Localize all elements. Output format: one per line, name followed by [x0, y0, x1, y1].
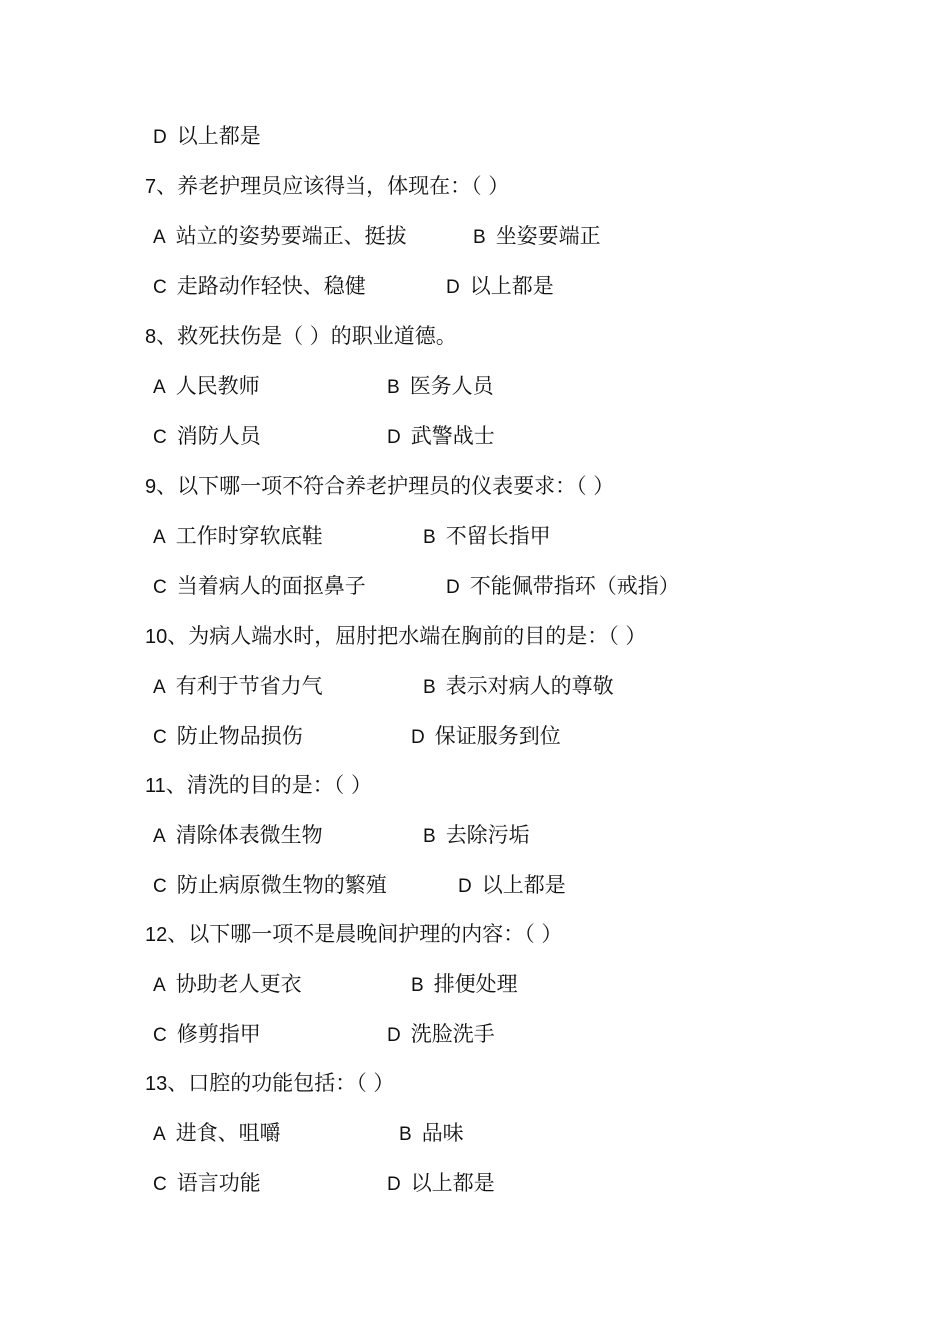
option-letter: B [423, 677, 436, 698]
question-number: 13 [145, 1073, 168, 1095]
question-text: 、以下哪一项不是晨晚间护理的内容：（ ） [167, 922, 563, 946]
question-number: 9 [145, 476, 157, 498]
option-a [153, 1108, 281, 1160]
option-text: 去除污垢 [445, 823, 530, 847]
option-text: 以上都是 [410, 1171, 495, 1195]
option-letter: B [423, 527, 436, 548]
option-letter: A [153, 377, 166, 398]
option-letter: D [458, 876, 472, 897]
option-letter: D [387, 1025, 401, 1046]
question-11 [145, 760, 372, 810]
option-text: 品味 [421, 1121, 464, 1145]
option-letter: D [446, 277, 460, 298]
option-text: 以上都是 [481, 873, 566, 897]
question-text: 、养老护理员应该得当，体现在：（ ） [156, 174, 510, 198]
option-text: 医务人员 [409, 374, 494, 398]
option-d [458, 860, 566, 912]
option-a [153, 511, 323, 563]
option-c [153, 860, 387, 912]
option-text: 防止物品损伤 [176, 724, 303, 748]
option-b [399, 1108, 464, 1160]
question-12 [145, 909, 562, 959]
option-letter: B [399, 1124, 412, 1145]
option-text: 坐姿要端正 [495, 224, 601, 248]
option-b [387, 361, 494, 413]
option-c [153, 561, 366, 613]
option-text: 清除体表微生物 [175, 823, 323, 847]
option-text: 当着病人的面抠鼻子 [176, 574, 366, 598]
option-text: 以上都是 [176, 124, 261, 148]
option-letter: C [153, 1174, 167, 1195]
option-letter: B [387, 377, 400, 398]
option-text: 有利于节省力气 [175, 674, 323, 698]
question-number: 8 [145, 326, 157, 348]
option-letter: B [473, 227, 486, 248]
option-text: 人民教师 [175, 374, 260, 398]
option-b [423, 511, 551, 563]
option-letter: A [153, 227, 166, 248]
option-letter: C [153, 876, 167, 897]
option-text: 进食、咀嚼 [175, 1121, 281, 1145]
option-text: 走路动作轻快、稳健 [176, 274, 366, 298]
option-text: 站立的姿势要端正、挺拔 [175, 224, 407, 248]
question-text: 、口腔的功能包括：（ ） [167, 1071, 395, 1095]
option-text: 语言功能 [176, 1171, 261, 1195]
option-letter: B [411, 975, 424, 996]
option-text: 不能佩带指环（戒指） [469, 574, 680, 598]
option-letter: C [153, 427, 167, 448]
option-d [387, 1009, 495, 1061]
option-b [423, 810, 530, 862]
option-text: 保证服务到位 [434, 724, 561, 748]
question-text: 、以下哪一项不符合养老护理员的仪表要求：（ ） [156, 474, 615, 498]
question-8 [145, 311, 457, 361]
option-letter: A [153, 1124, 166, 1145]
question-text: 、救死扶伤是（ ）的职业道德。 [156, 324, 457, 348]
question-number: 12 [145, 924, 168, 946]
option-d [387, 411, 495, 463]
option-c [153, 711, 303, 763]
option-text: 防止病原微生物的繁殖 [176, 873, 387, 897]
option-letter: D [446, 577, 460, 598]
option-letter: A [153, 826, 166, 847]
option-text: 工作时穿软底鞋 [175, 524, 323, 548]
question-10 [145, 611, 646, 661]
option-d [446, 561, 680, 613]
option-letter: C [153, 277, 167, 298]
option-text: 消防人员 [176, 424, 261, 448]
option-text: 以上都是 [469, 274, 554, 298]
option-text: 修剪指甲 [176, 1022, 261, 1046]
option-text: 排便处理 [433, 972, 518, 996]
option-b [411, 959, 518, 1011]
option-a [153, 661, 323, 713]
option-c [153, 1009, 261, 1061]
option-letter: C [153, 727, 167, 748]
option-a [153, 959, 302, 1011]
option-c [153, 1158, 261, 1210]
option-letter: D [153, 127, 167, 148]
question-13 [145, 1058, 394, 1108]
question-7 [145, 161, 509, 211]
option-a [153, 211, 407, 263]
option-c [153, 261, 366, 313]
option-d [387, 1158, 495, 1210]
option-text: 协助老人更衣 [175, 972, 302, 996]
question-number: 7 [145, 176, 157, 198]
option-letter: B [423, 826, 436, 847]
option-text: 洗脸洗手 [410, 1022, 495, 1046]
question-number: 10 [145, 626, 168, 648]
question-text: 、清洗的目的是：（ ） [165, 773, 372, 797]
option-letter: A [153, 527, 166, 548]
option-d [411, 711, 561, 763]
option-c [153, 411, 261, 463]
option-letter: A [153, 975, 166, 996]
option-letter: D [411, 727, 425, 748]
option-a [153, 361, 260, 413]
option-letter: D [387, 1174, 401, 1195]
option-d [446, 261, 554, 313]
option-b [473, 211, 601, 263]
option-text: 表示对病人的尊敬 [445, 674, 614, 698]
option-a [153, 810, 323, 862]
question-number: 11 [145, 775, 166, 797]
option [153, 111, 261, 163]
option-text: 武警战士 [410, 424, 495, 448]
question-text: 、为病人端水时，屈肘把水端在胸前的目的是：（ ） [167, 624, 647, 648]
option-letter: D [387, 427, 401, 448]
option-letter: C [153, 1025, 167, 1046]
option-letter: C [153, 577, 167, 598]
option-letter: A [153, 677, 166, 698]
option-b [423, 661, 614, 713]
option-text: 不留长指甲 [445, 524, 551, 548]
question-9 [145, 461, 614, 511]
